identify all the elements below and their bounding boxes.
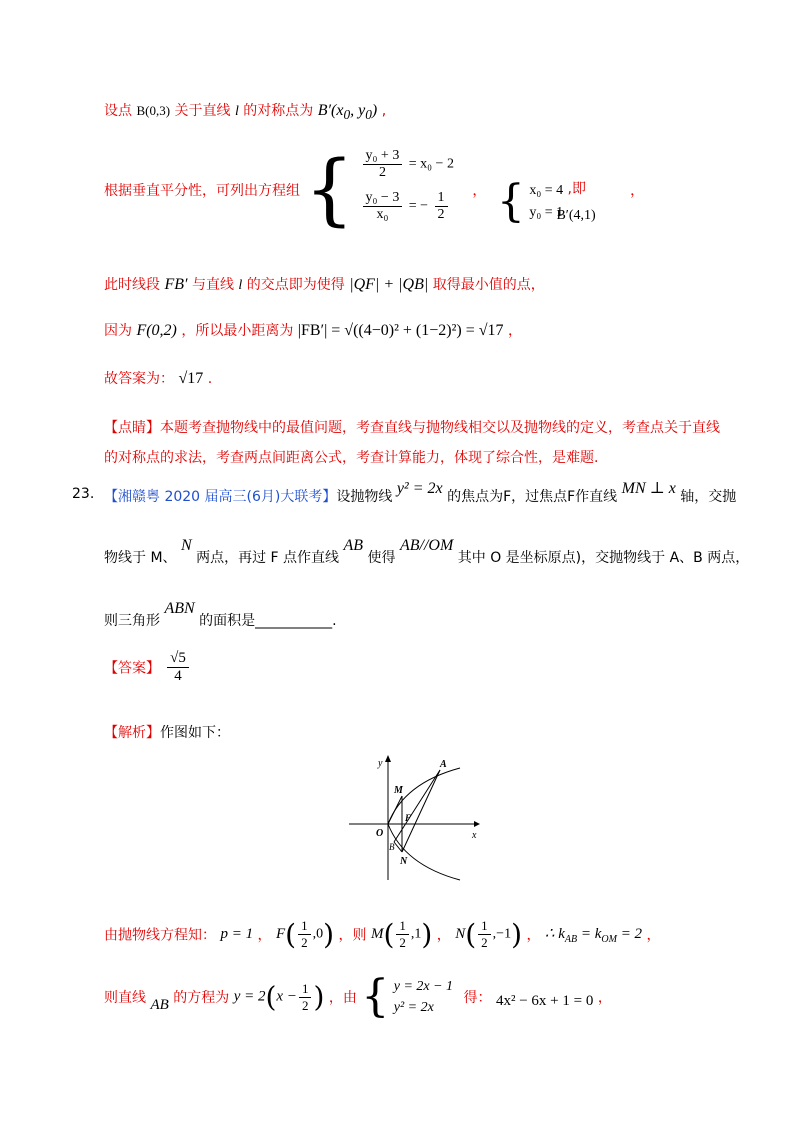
x-axis-label: x xyxy=(472,830,477,841)
y-axis-label: y xyxy=(378,758,383,769)
line-answer-prev: 故答案为： √17 . xyxy=(104,370,213,387)
line-an xyxy=(402,770,440,852)
answer-row: 【答案】 $\frac{√5}{4}$ xyxy=(104,650,191,685)
point-m-label: M xyxy=(394,785,403,796)
line-reflection-point: 设点 B(0,3) 关于直线 l 的对称点为 $B'(x_0$, $y_0$) , xyxy=(104,102,387,123)
question-number: 23. xyxy=(72,486,95,502)
q23-line1: 【湘赣粤 2020 届高三(6月)大联考】设抛物线 y² = 2x 的焦点为F，过焦点F作直线 MN ⊥ x 轴，交抛 xyxy=(104,480,737,505)
equation-system: { $\frac{\text{y₀ + 3}}{2}$ = x₀ − 2 $\frac{\text{y₀ − 3}}{\text{x₀}}$ = − $\frac{1}{2}$ xyxy=(304,145,454,235)
line-min-distance: 因为 F(0,2) ，所以最小距离为 |FB′| = √((4−0)² + (1−2)²) = √17 ， xyxy=(104,322,522,339)
line-equation-system: 根据垂直平分性，可列出方程组 { $\frac{\text{y₀ + 3}}{2}$ = x₀ − 2 $\frac{\text{y₀ − 3}}{\text{x₀}}$ = − $\frac{1}{2}$ ， { x₀ = 4 y₀ = 1 ,即 B′(4,1) ， xyxy=(104,145,645,235)
origin-label: O xyxy=(376,828,384,839)
line-om xyxy=(388,796,402,824)
q23-line3: 则三角形 ABN 的面积是___________. xyxy=(104,600,337,629)
dianjing-block: 【点睛】本题考查抛物线中的最值问题，考查直线与抛物线相交以及抛物线的定义，考查点关于直线 的对称点的求法，考查两点间距离公式，考查计算能力，体现了综合性，是难题. xyxy=(104,420,720,466)
answer-fraction: $\frac{√5}{4}$ xyxy=(167,650,189,685)
parabola-diagram xyxy=(344,750,484,885)
point-n-label: N xyxy=(400,856,408,867)
point-f-label: F xyxy=(405,813,412,823)
parabola-figure xyxy=(344,750,484,889)
line-intersection: 此时线段 FB′ 与直线 l 的交点即为使得 |QF| + |QB| 取得最小值的点， xyxy=(104,276,545,293)
line-bn xyxy=(394,842,402,852)
q23-line2: 物线于 M、 N 两点，再过 F 点作直线 AB 使得 AB//OM 其中 O 是坐标原点)，交抛物线于 A、B 两点， xyxy=(104,537,750,566)
point-b-label: B xyxy=(389,842,395,852)
line-parabola-system: { y = 2x − 1 y² = 2x xyxy=(361,971,454,1022)
solution-system: { x₀ = 4 y₀ = 1 xyxy=(496,176,564,227)
line-ab xyxy=(394,770,440,842)
y-axis-arrow xyxy=(385,755,391,762)
solution-line2: 则直线 AB 的方程为 y = 2(x − $\frac{1}{2}$ ) ，由 { y = 2x − 1 y² = 2x 得： 4x² − 6x + 1 = 0 ， xyxy=(104,971,612,1022)
jiexi-line: 【解析】作图如下： xyxy=(104,725,230,741)
x-axis-arrow xyxy=(474,821,480,827)
point-a-label: A xyxy=(440,759,447,770)
solution-line1: 由抛物线方程知： p = 1 ， F( $\frac{1}{2}$ ,0) ，则 M( $\frac{1}{2}$ ,1) ， N( $\frac{1}{2}$ ,−1) ， ∴ $k_{AB} = k_{OM} = 2$ ， xyxy=(104,918,661,951)
